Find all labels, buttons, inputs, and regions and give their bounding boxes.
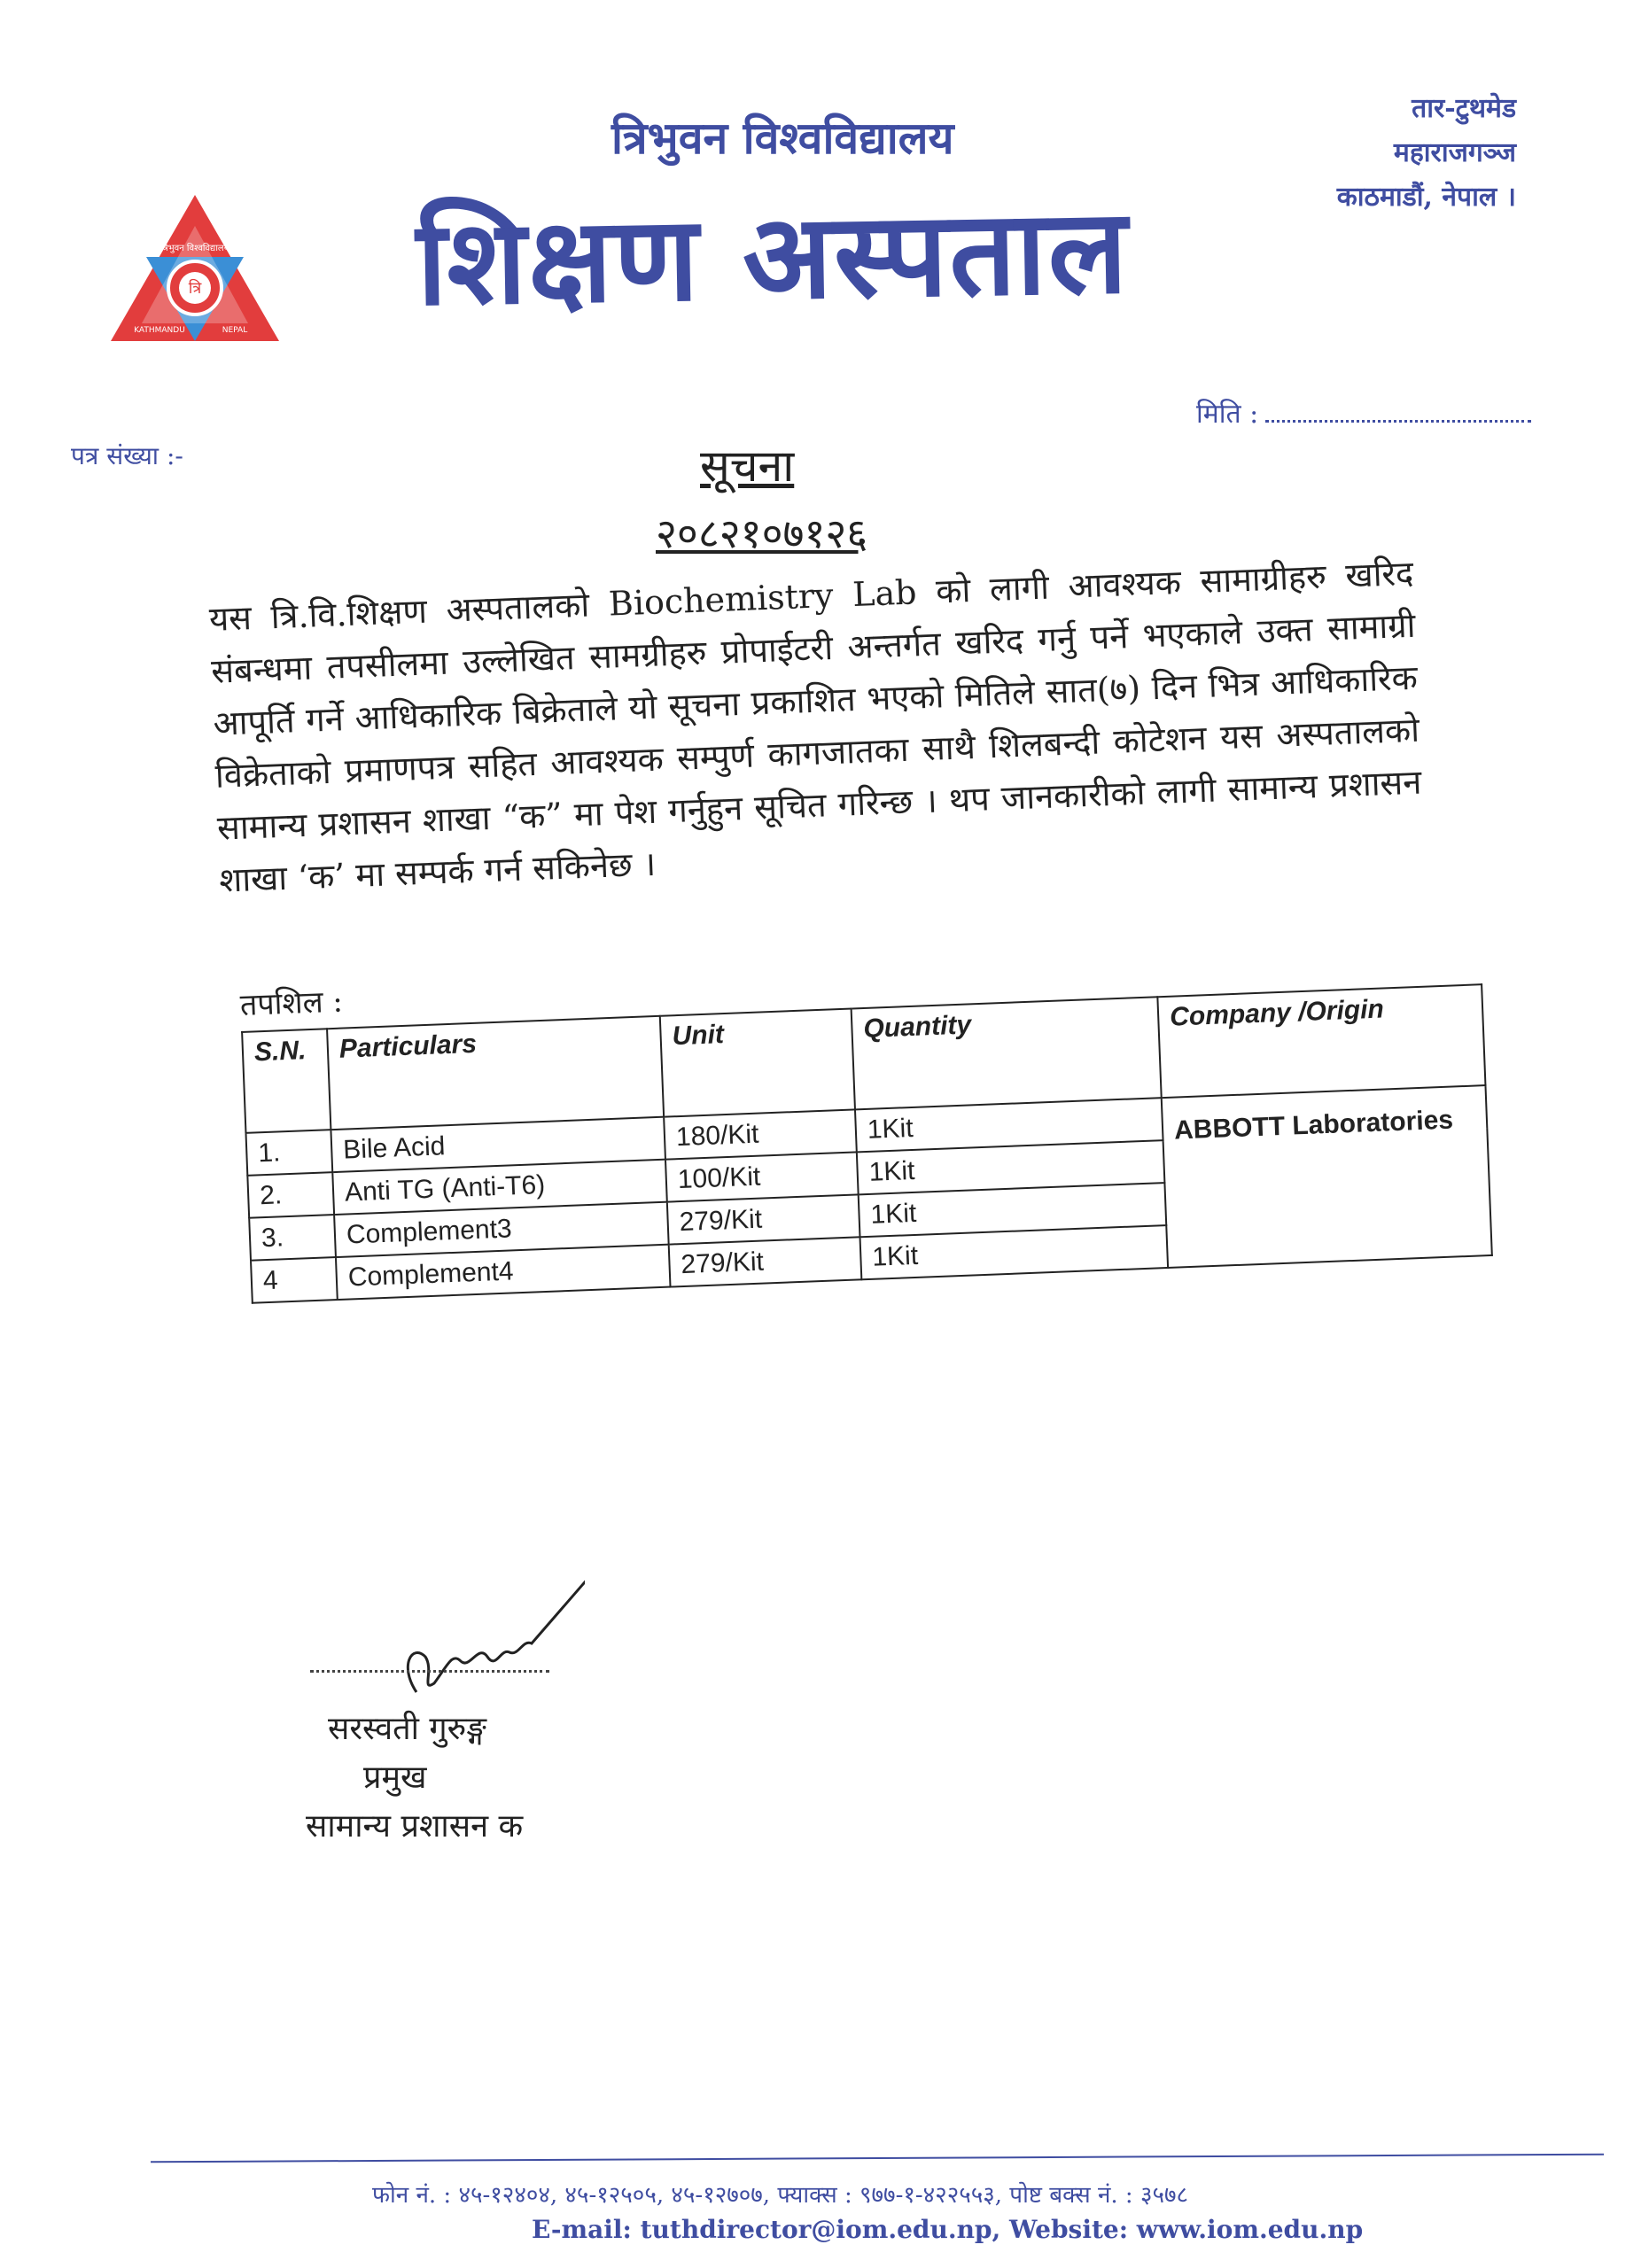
signatory-title: प्रमुख (363, 1759, 427, 1796)
cell-quantity: 1Kit (855, 1098, 1163, 1152)
date-field (1196, 394, 1531, 431)
address-line-1: तार-टुथमेड (1412, 93, 1516, 124)
cell-quantity: 1Kit (857, 1140, 1165, 1194)
cell-particulars: Anti TG (Anti-T6) (332, 1160, 667, 1215)
logo-right-text: NEPAL (222, 326, 248, 335)
cell-sn: 3. (249, 1215, 336, 1261)
cell-sn: 4 (251, 1257, 338, 1303)
signatory-name: सरस्वती गुरुङ्ग (328, 1711, 486, 1747)
notice-paragraph: यस त्रि.वि.शिक्षण अस्पतालको Biochemistry Lab को लागी आवश्यक सामाग्रीहरु खरिद संबन्धमा तपसीलमा उल्लेखित सामग्रीहरु प्रोपाईटरी अन्तर्गत खरिद गर्नु पर्ने भएकाले उक्त सामाग्री आपूर्ति गर्ने आधिकारिक बिक्रेताले यो सूचना प्रकाशित भएको मितिले सात(७) दिन भित्र आधिकारिक विक्रेताको प्रमाणपत्र सहित आवश्यक सम्पुर्ण कागजातका साथै शिलबन्दी कोटेशन यस अस्पतालको सामान्य प्रशासन शाखा “क” मा पेश गर्नुहुन सूचित गरिन्छ । थप जानकारीको लागी सामान्य प्रशासन शाखा ‘क’ मा सम्पर्क गर्न सकिनेछ । (208, 553, 1423, 900)
logo-left-text: KATHMANDU (134, 326, 185, 335)
cell-particulars: Complement4 (336, 1245, 671, 1300)
cell-unit: 100/Kit (665, 1152, 859, 1201)
footer-email: E-mail: tuthdirector@iom.edu.np, Website: www.iom.edu.np (532, 2215, 1364, 2244)
date-dots (1265, 420, 1531, 423)
header-unit: Unit (660, 1009, 855, 1117)
footer-phone: फोन नं. : ४५-१२४०४, ४५-१२५०५, ४५-१२७०७, फ्याक्स : ९७७-१-४२२५५३, पोष्ट बक्स नं. : ३५७८ (372, 2182, 1189, 2209)
hospital-name: शिक्षण अस्पताल (415, 182, 1131, 333)
notice-body (208, 548, 1425, 907)
cell-sn: 2. (247, 1172, 334, 1218)
university-logo (106, 190, 284, 346)
cell-quantity: 1Kit (859, 1183, 1167, 1237)
address-line-3: काठमाडौं, नेपाल । (1336, 182, 1516, 213)
cell-sn: 1. (245, 1130, 332, 1176)
cell-particulars: Bile Acid (331, 1117, 665, 1172)
cell-unit: 279/Kit (669, 1237, 862, 1286)
university-name: त्रिभुवन विश्वविद्यालय (611, 112, 954, 164)
logo-top-text: त्रिभुवन विश्वविद्यालय (160, 244, 229, 253)
items-table-section (239, 936, 1493, 1304)
signatory-department: सामान्य प्रशासन क (306, 1808, 524, 1845)
header-company: Company /Origin (1157, 984, 1485, 1098)
cell-unit: 180/Kit (664, 1109, 857, 1159)
signature-scribble (301, 1559, 585, 1710)
cell-quantity: 1Kit (860, 1225, 1169, 1279)
cell-unit: 279/Kit (667, 1194, 860, 1244)
address-line-2: महाराजगञ्ज (1393, 137, 1516, 168)
date-label: मिति : (1196, 399, 1259, 430)
items-table (241, 983, 1493, 1304)
signature-line (310, 1670, 549, 1673)
cell-particulars: Complement3 (334, 1202, 669, 1257)
notice-date: २०८२१०७१२६ (656, 509, 868, 557)
table-label: तपशिल : (239, 983, 344, 1023)
footer-divider (151, 2154, 1604, 2163)
header-particulars: Particulars (327, 1016, 664, 1130)
cell-company: ABBOTT Laboratories (1162, 1085, 1492, 1268)
reference-number-label: पत्र संख्या :- (71, 441, 183, 470)
svg-text:त्रि: त्रि (188, 279, 202, 298)
header-sn: S.N. (242, 1029, 331, 1133)
header-quantity: Quantity (852, 997, 1162, 1109)
notice-title: सूचना (700, 440, 795, 492)
